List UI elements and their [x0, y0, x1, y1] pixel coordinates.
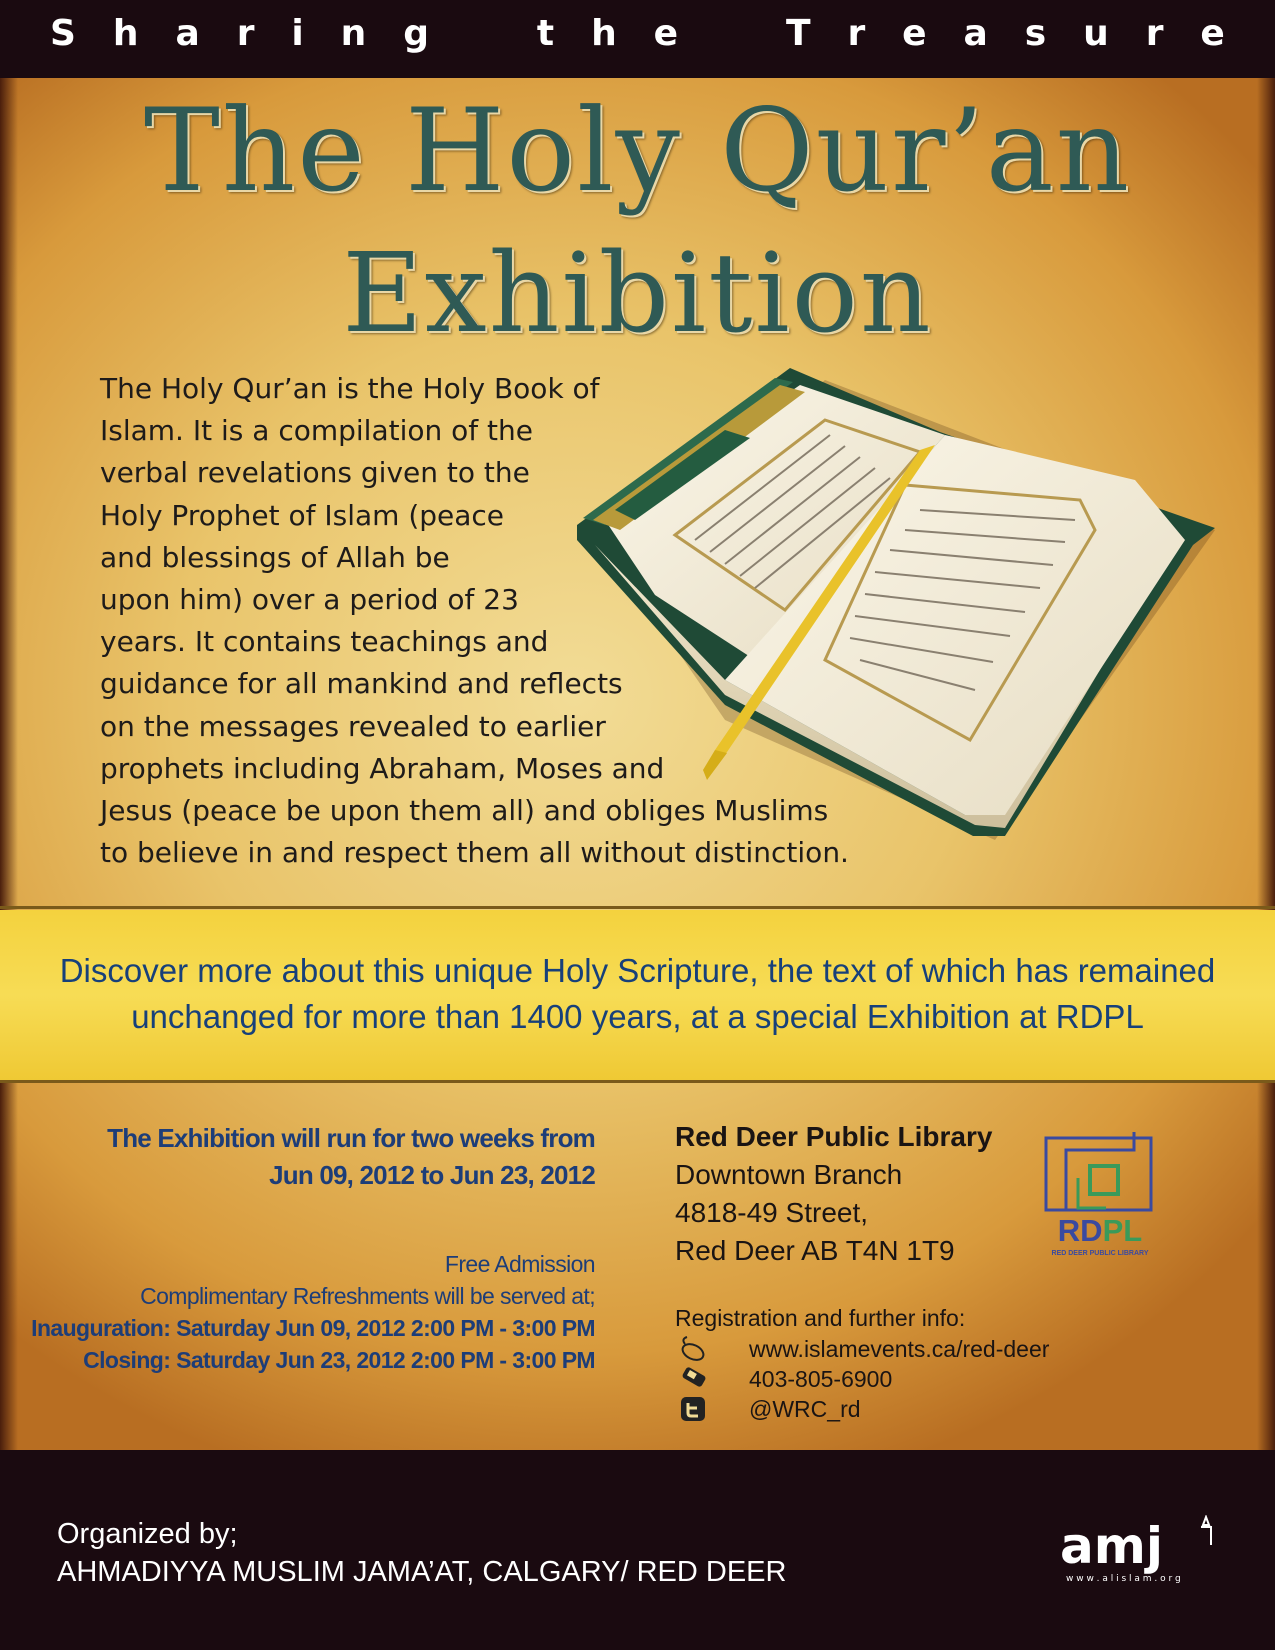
- phone-row: [677, 1365, 892, 1393]
- band-divider-top: [0, 906, 1275, 909]
- exhibition-dates: [107, 1120, 595, 1194]
- banner-line-2: unchanged for more than 1400 years, at a special Exhibition at RDPL: [131, 998, 1144, 1035]
- intro-line: Holy Prophet of Islam (peace: [100, 498, 505, 532]
- venue-address: [675, 1118, 992, 1270]
- tagline-gap: [466, 16, 500, 52]
- intro-line: to believe in and respect them all without distinction.: [100, 836, 849, 870]
- phone-number[interactable]: 403-805-6900: [749, 1365, 893, 1392]
- venue-branch: Downtown Branch: [675, 1159, 903, 1190]
- open-book-illustration: [575, 360, 1240, 850]
- venue-city: Red Deer AB T4N 1T9: [675, 1235, 955, 1266]
- intro-line: The Holy Qur’an is the Holy Book of: [100, 372, 600, 405]
- organized-by-label: Organized by;: [57, 1518, 238, 1550]
- twitter-row: [677, 1395, 861, 1423]
- rdpl-logo-text: RDPL: [1057, 1213, 1143, 1248]
- tagline-letter: a: [175, 13, 200, 54]
- intro-line: Jesus (peace be upon them all) and obliges Muslims: [100, 794, 829, 828]
- admission-info: [31, 1248, 595, 1376]
- free-admission: Free Admission: [444, 1251, 595, 1277]
- run-line-2: Jun 09, 2012 to Jun 23, 2012: [269, 1160, 595, 1190]
- intro-line: upon him) over a period of 23: [100, 583, 519, 617]
- closing-time: Closing: Saturday Jun 23, 2012 2:00 PM - 3:00 PM: [83, 1347, 595, 1373]
- band-divider-bottom: [0, 1080, 1275, 1083]
- tagline-letter: u: [1083, 13, 1109, 54]
- tagline-letter: S: [50, 13, 76, 54]
- twitter-handle[interactable]: @WRC_rd: [749, 1395, 861, 1422]
- amj-logo: [1058, 1515, 1238, 1595]
- inauguration-time: Inauguration: Saturday Jun 09, 2012 2:00 PM - 3:00 PM: [31, 1315, 595, 1341]
- tagline: [0, 13, 1275, 54]
- website-row: [677, 1335, 1049, 1363]
- amj-logo-url: w w w . a l i s l a m . o r g: [1066, 1574, 1181, 1584]
- tagline-letter: a: [963, 13, 988, 54]
- intro-line: Islam. It is a compilation of the: [100, 414, 533, 448]
- venue-street: 4818-49 Street,: [675, 1197, 869, 1228]
- rdpl-logo: [1038, 1128, 1163, 1260]
- run-line-1: The Exhibition will run for two weeks from: [107, 1123, 595, 1153]
- tagline-letter: i: [291, 13, 304, 54]
- tagline-letter: h: [591, 13, 617, 54]
- banner-text: [0, 948, 1275, 1040]
- amj-logo-text: amj: [1060, 1517, 1163, 1575]
- banner-line-1: Discover more about this unique Holy Scripture, the text of which has remained: [59, 952, 1216, 989]
- tagline-letter: r: [1145, 13, 1164, 54]
- twitter-icon: [677, 1395, 711, 1423]
- tagline-letter: n: [340, 13, 367, 54]
- tagline-letter: r: [236, 13, 255, 54]
- tagline-letter: s: [1024, 13, 1047, 54]
- intro-line: on the messages revealed to earlier: [100, 709, 606, 743]
- refreshments-note: Complimentary Refreshments will be served at;: [140, 1283, 595, 1309]
- tagline-letter: e: [902, 13, 927, 54]
- intro-line: prophets including Abraham, Moses and: [100, 751, 665, 785]
- title-line-1: The Holy Qur’an: [143, 84, 1132, 217]
- intro-line: guidance for all mankind and reflects: [100, 667, 623, 701]
- venue-name: Red Deer Public Library: [675, 1121, 993, 1152]
- title-line-2: Exhibition: [342, 229, 933, 357]
- website-link[interactable]: www.islamevents.ca/red-deer: [749, 1335, 1050, 1362]
- tagline-letter: h: [112, 13, 139, 54]
- mouse-icon: [677, 1335, 711, 1363]
- organizer-name: AHMADIYYA MUSLIM JAMA’AT, CALGARY/ RED DEER: [57, 1556, 787, 1588]
- tagline-letter: g: [403, 13, 430, 54]
- tagline-letter: t: [536, 13, 555, 54]
- tagline-letter: r: [847, 13, 866, 54]
- registration-label: Registration and further info:: [675, 1305, 966, 1331]
- phone-icon: [677, 1365, 711, 1393]
- tagline-gap: [715, 16, 749, 52]
- intro-line: verbal revelations given to the: [100, 456, 530, 490]
- rdpl-logo-subtext: RED DEER PUBLIC LIBRARY: [1051, 1250, 1149, 1257]
- tagline-letter: T: [785, 13, 811, 54]
- intro-line: years. It contains teachings and: [100, 625, 549, 659]
- tagline-letter: e: [1200, 13, 1225, 54]
- tagline-letter: e: [653, 13, 679, 54]
- intro-line: and blessings of Allah be: [100, 540, 450, 574]
